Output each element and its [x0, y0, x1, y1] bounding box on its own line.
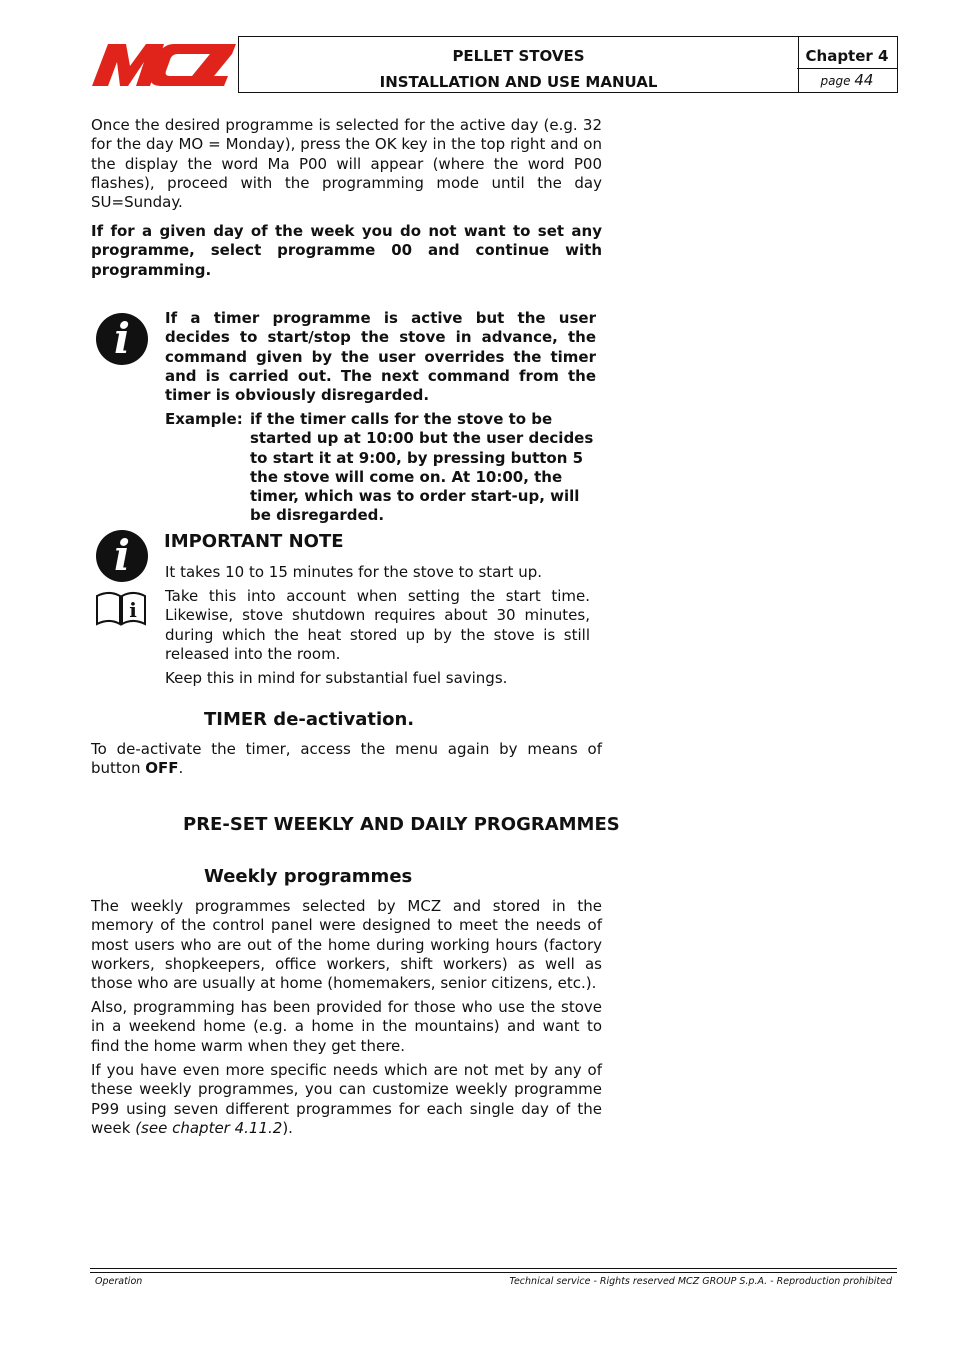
- info-icon: i: [96, 530, 148, 582]
- info-icon: i: [96, 313, 148, 365]
- page-number: 44: [854, 71, 874, 89]
- intro-paragraph: Once the desired programme is selected for the active day (e.g. 32 for the day MO = Monday), press the OK key in the top right and on the display the word Ma P00 will appear (where the word P00 flashes), proceed with the programming mode until the day SU=Sunday.: [91, 116, 602, 212]
- footer-left: Operation: [95, 1276, 143, 1287]
- important-note-shutdown: Take this into account when setting the start time. Likewise, stove shutdown requires about 30 minutes, during which the heat stored up by the stove is still released into the room.: [165, 587, 590, 663]
- header-title-line2: INSTALLATION AND USE MANUAL: [379, 73, 658, 91]
- timer-deactivation-sentence: To de-activate the timer, access the menu again by means of button: [91, 740, 602, 778]
- important-note-title: IMPORTANT NOTE: [164, 531, 344, 552]
- weekly-paragraph-3: [91, 1061, 602, 1138]
- off-button-ref: OFF: [145, 759, 179, 778]
- header-title-box: [238, 36, 799, 93]
- example-label: Example:: [165, 410, 243, 428]
- weekly-paragraph-1: The weekly programmes selected by MCZ and stored in the memory of the control panel were designed to meet the needs of most users who are out of the home during working hours (factory workers, shopkeepers, office workers, shift workers) as well as those who are usually at home (homemakers, senior citizens, etc.).: [91, 897, 602, 993]
- important-note-savings: Keep this in mind for substantial fuel savings.: [165, 669, 508, 687]
- page-indicator: [797, 71, 897, 89]
- mcz-logo: [90, 40, 236, 88]
- weekly-paragraph-3-end: ).: [282, 1118, 293, 1137]
- timer-deactivation-heading: TIMER de-activation.: [204, 709, 415, 730]
- weekly-paragraph-3-text: If you have even more specific needs which are not met by any of these weekly programmes, you can customize weekly programme P99 using seven different programmes for each single day of the week: [91, 1061, 602, 1137]
- chapter-box: [797, 36, 898, 93]
- weekly-paragraph-2: Also, programming has been provided for those who use the stove in a weekend home (e.g. a home in the mountains) and want to find the home warm when they get there.: [91, 998, 602, 1055]
- weekly-programmes-heading: Weekly programmes: [204, 866, 413, 887]
- footer-rule: [90, 1268, 897, 1269]
- manual-info-icon: [95, 590, 147, 628]
- timer-deactivation-end: .: [178, 759, 184, 778]
- example-text: if the timer calls for the stove to be started up at 10:00 but the user decides to start it at 9:00, by pressing button 5 the stove will come on. At 10:00, the timer, which was to order start-up, will be disregarded.: [250, 410, 594, 525]
- timer-deactivation-text: [91, 740, 602, 779]
- no-programme-paragraph: If for a given day of the week you do not want to set any programme, select programme 00 and continue with programming.: [91, 222, 602, 279]
- important-note-start-time: It takes 10 to 15 minutes for the stove to start up.: [165, 563, 542, 581]
- timer-override-note: If a timer programme is active but the user decides to start/stop the stove in advance, the command given by the user overrides the timer and is carried out. The next command from the timer is obviously disregarded.: [165, 309, 596, 405]
- header-title-line1: PELLET STOVES: [452, 47, 585, 65]
- preset-programmes-heading: PRE-SET WEEKLY AND DAILY PROGRAMMES: [183, 814, 620, 835]
- chapter-label: Chapter 4: [797, 37, 897, 69]
- footer-right: Technical service - Rights reserved MCZ GROUP S.p.A. - Reproduction prohibited: [509, 1276, 892, 1287]
- chapter-reference: (see chapter 4.11.2: [135, 1118, 283, 1137]
- svg-text:i: i: [129, 598, 137, 622]
- page-label: page: [820, 74, 851, 88]
- footer-rule-thin: [90, 1272, 897, 1273]
